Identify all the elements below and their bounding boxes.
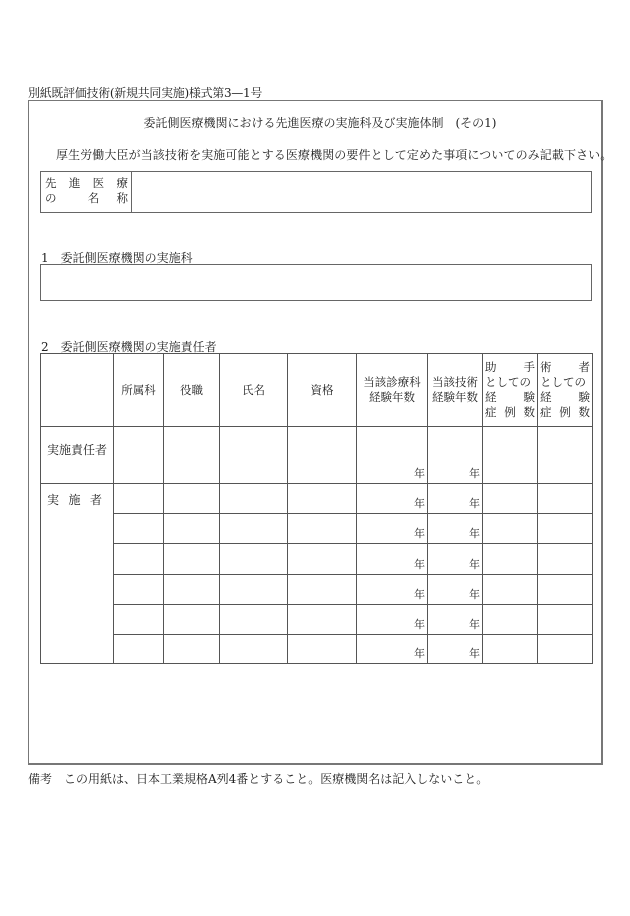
label-char: 実 (47, 493, 60, 507)
label-char: 進 (68, 176, 81, 190)
cell-operator-cases[interactable] (538, 575, 593, 605)
cell-tech-years[interactable]: 年 (428, 514, 483, 544)
form-instruction: 厚生労働大臣が当該技術を実施可能とする医療機関の要件として定めた事項についてのみ記載下さい。 (56, 148, 613, 162)
header-char: 験 (523, 390, 535, 404)
cell-name[interactable] (220, 514, 288, 544)
cell-operator-cases[interactable] (538, 635, 593, 664)
cell-position[interactable] (164, 484, 220, 514)
cell-position[interactable] (164, 575, 220, 605)
cell-position[interactable] (164, 605, 220, 635)
cell-name[interactable] (220, 544, 288, 575)
label-char: 名 (87, 191, 100, 205)
cell-department[interactable] (114, 544, 164, 575)
cell-dept-years[interactable]: 年 (357, 427, 428, 484)
header-operator-cases (538, 354, 593, 427)
header-line: 経験年数 (432, 390, 478, 404)
label-char: 施 (68, 493, 81, 507)
cell-department[interactable] (114, 575, 164, 605)
header-char: 数 (523, 405, 535, 419)
cell-tech-years[interactable]: 年 (428, 544, 483, 575)
row-role-label: 実施責任者 (41, 427, 114, 484)
advanced-medicine-name-field (40, 171, 592, 213)
staff-table (40, 353, 593, 664)
cell-operator-cases[interactable] (538, 605, 593, 635)
implementing-department-input[interactable] (40, 264, 592, 301)
header-char: 例 (504, 405, 516, 419)
cell-dept-years[interactable]: 年 (357, 635, 428, 664)
header-char: 助 (485, 360, 497, 374)
advanced-medicine-name-input[interactable] (132, 172, 591, 212)
cell-position[interactable] (164, 427, 220, 484)
header-char: 者 (578, 360, 590, 374)
cell-operator-cases[interactable] (538, 514, 593, 544)
label-char: 療 (116, 176, 128, 190)
header-line: 経験年数 (369, 390, 415, 404)
label-char: の (45, 191, 57, 205)
cell-assistant-cases[interactable] (483, 514, 538, 544)
cell-tech-years[interactable]: 年 (428, 635, 483, 664)
section1-heading: 1 委託側医療機関の実施科 (41, 251, 193, 265)
cell-name[interactable] (220, 575, 288, 605)
header-dept-experience (357, 354, 428, 427)
cell-department[interactable] (114, 514, 164, 544)
cell-name[interactable] (220, 635, 288, 664)
cell-dept-years[interactable]: 年 (357, 484, 428, 514)
cell-dept-years[interactable]: 年 (357, 605, 428, 635)
cell-qualification[interactable] (288, 575, 357, 605)
label-char: 医 (92, 176, 105, 190)
cell-qualification[interactable] (288, 514, 357, 544)
cell-position[interactable] (164, 635, 220, 664)
cell-tech-years[interactable]: 年 (428, 575, 483, 605)
cell-dept-years[interactable]: 年 (357, 544, 428, 575)
cell-assistant-cases[interactable] (483, 484, 538, 514)
header-line: としての (540, 375, 586, 389)
header-line: としての (485, 375, 531, 389)
table-row (41, 635, 593, 664)
table-row (41, 514, 593, 544)
cell-assistant-cases[interactable] (483, 635, 538, 664)
header-line: 当該診療科 (363, 375, 421, 389)
cell-department[interactable] (114, 605, 164, 635)
header-char: 症 (540, 405, 552, 419)
form-code: 別紙既評価技術(新規共同実施)様式第3—1号 (28, 86, 263, 100)
cell-assistant-cases[interactable] (483, 544, 538, 575)
cell-assistant-cases[interactable] (483, 605, 538, 635)
cell-department[interactable] (114, 484, 164, 514)
table-row-implementer (41, 484, 593, 514)
cell-operator-cases[interactable] (538, 544, 593, 575)
label-char: 称 (116, 191, 128, 205)
cell-dept-years[interactable]: 年 (357, 514, 428, 544)
label-char: 者 (89, 493, 102, 507)
header-char: 数 (578, 405, 590, 419)
table-row (41, 575, 593, 605)
label-char: 先 (45, 176, 57, 190)
table-header-row (41, 354, 593, 427)
header-line: 当該技術 (432, 375, 478, 389)
cell-name[interactable] (220, 427, 288, 484)
cell-qualification[interactable] (288, 484, 357, 514)
cell-qualification[interactable] (288, 544, 357, 575)
cell-tech-years[interactable]: 年 (428, 427, 483, 484)
header-department: 所属科 (114, 354, 164, 427)
header-char: 験 (578, 390, 590, 404)
header-qualification: 資格 (288, 354, 357, 427)
cell-operator-cases[interactable] (538, 427, 593, 484)
cell-position[interactable] (164, 514, 220, 544)
cell-tech-years[interactable]: 年 (428, 605, 483, 635)
header-blank (41, 354, 114, 427)
row-role-label-implementer (41, 484, 114, 664)
section2-heading: 2 委託側医療機関の実施責任者 (41, 340, 217, 354)
cell-dept-years[interactable]: 年 (357, 575, 428, 605)
header-char: 例 (559, 405, 571, 419)
header-char: 経 (540, 390, 552, 404)
cell-qualification[interactable] (288, 427, 357, 484)
header-position: 役職 (164, 354, 220, 427)
table-row (41, 605, 593, 635)
cell-assistant-cases[interactable] (483, 427, 538, 484)
footer-remark: 備考 この用紙は、日本工業規格A列4番とすること。医療機関名は記入しないこと。 (28, 772, 489, 786)
cell-operator-cases[interactable] (538, 484, 593, 514)
cell-name[interactable] (220, 484, 288, 514)
header-char: 経 (485, 390, 497, 404)
cell-department[interactable] (114, 635, 164, 664)
cell-position[interactable] (164, 544, 220, 575)
header-char: 術 (540, 360, 552, 374)
header-tech-experience (428, 354, 483, 427)
header-char: 手 (523, 360, 535, 374)
cell-qualification[interactable] (288, 635, 357, 664)
advanced-medicine-name-label (41, 172, 132, 212)
header-assistant-cases (483, 354, 538, 427)
cell-qualification[interactable] (288, 605, 357, 635)
form-title: 委託側医療機関における先進医療の実施科及び実施体制 (その1) (143, 116, 497, 130)
cell-department[interactable] (114, 427, 164, 484)
header-char: 症 (485, 405, 497, 419)
cell-assistant-cases[interactable] (483, 575, 538, 605)
header-name: 氏名 (220, 354, 288, 427)
cell-tech-years[interactable]: 年 (428, 484, 483, 514)
table-row (41, 544, 593, 575)
table-row-responsible (41, 427, 593, 484)
cell-name[interactable] (220, 605, 288, 635)
